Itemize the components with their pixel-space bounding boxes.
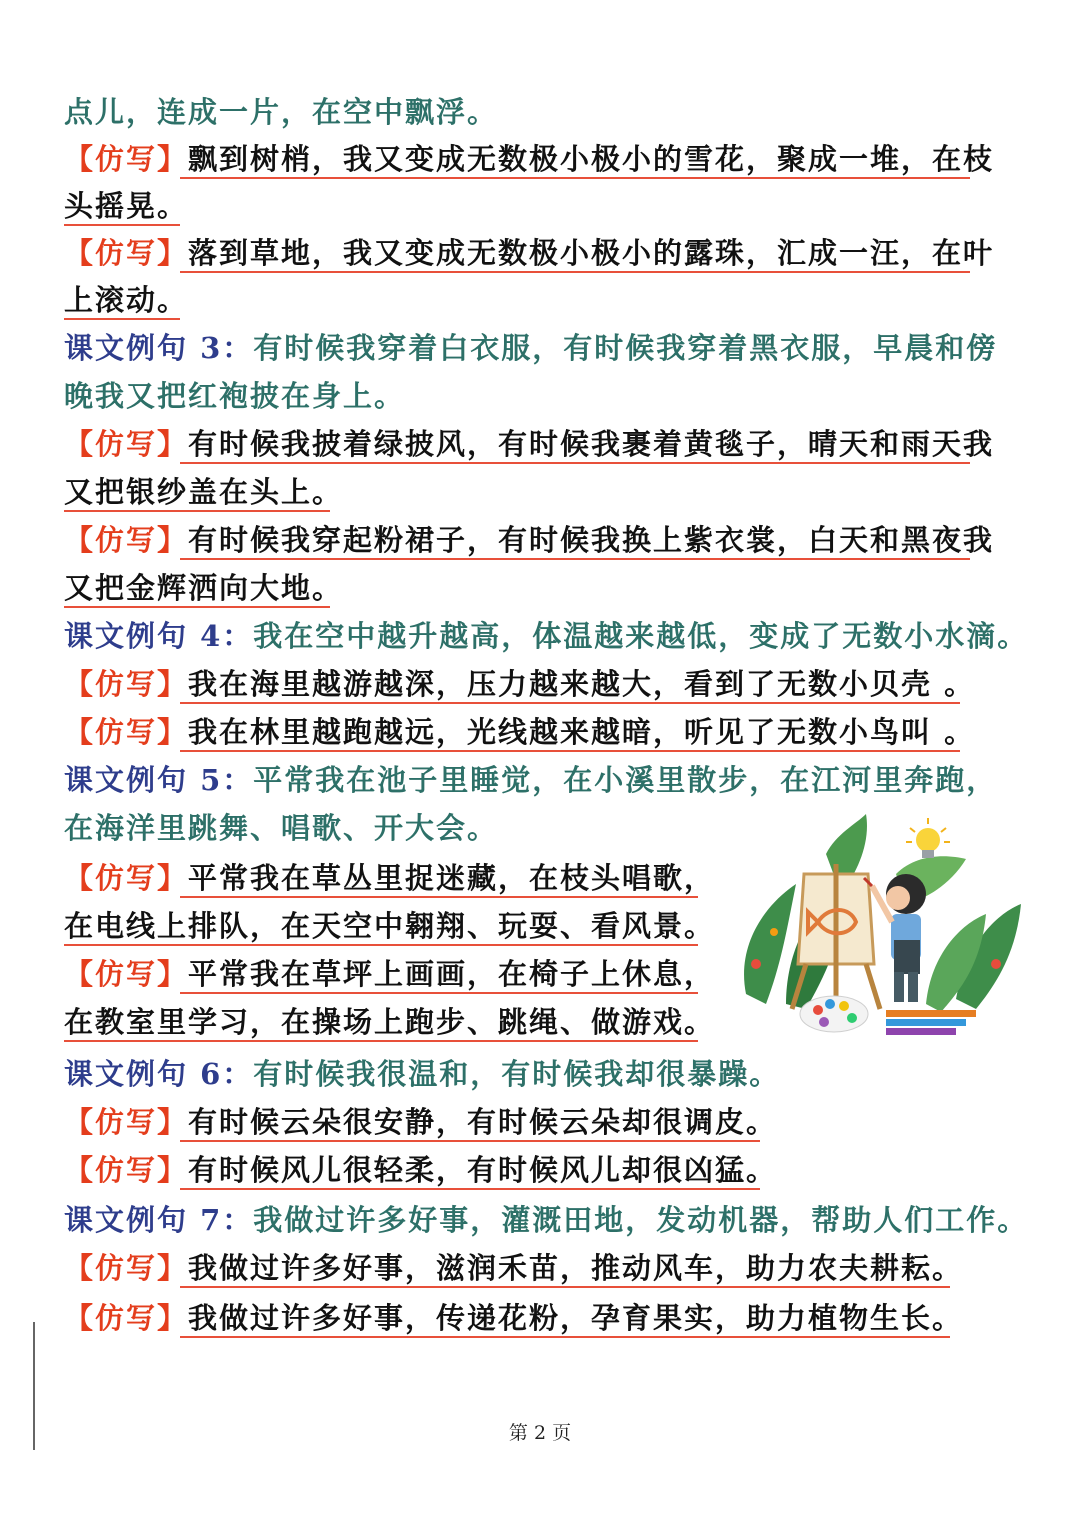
underline (180, 702, 960, 704)
fangxie-label: 【仿写】 (64, 236, 189, 270)
fangxie-label: 【仿写】 (64, 523, 189, 557)
underline (180, 1336, 950, 1338)
imitation-line: 又把金辉洒向大地。 (64, 571, 344, 605)
imitation-line: 上滚动。 (64, 283, 189, 317)
example-label: 课文例句 4： (64, 619, 254, 653)
imitation-line: 【仿写】有时候我穿起粉裙子，有时候我换上紫衣裳，白天和黑夜我 (64, 523, 995, 557)
imitation-line: 【仿写】有时候云朵很安静，有时候云朵却很调皮。 (64, 1105, 778, 1139)
underline (180, 1188, 760, 1190)
underline (180, 1286, 950, 1288)
fangxie-label: 【仿写】 (64, 1251, 189, 1285)
painting-child-illustration (726, 814, 1026, 1044)
imitation-line: 又把银纱盖在头上。 (64, 475, 344, 509)
example-line: 课文例句 3：有时候我穿着白衣服，有时候我穿着黑衣服，早晨和傍 (64, 331, 998, 365)
underline (64, 318, 180, 320)
imitation-line: 【仿写】有时候风儿很轻柔，有时候风儿却很凶猛。 (64, 1153, 778, 1187)
fangxie-label: 【仿写】 (64, 715, 189, 749)
fangxie-label: 【仿写】 (64, 1153, 189, 1187)
underline (64, 606, 330, 608)
underline (180, 992, 698, 994)
example-label: 课文例句 6： (64, 1057, 254, 1091)
fangxie-label: 【仿写】 (64, 427, 189, 461)
imitation-line: 【仿写】我在林里越跑越远，光线越来越暗，听见了无数小鸟叫 。 (64, 715, 976, 749)
underline (180, 271, 970, 273)
underline (180, 462, 970, 464)
imitation-line: 头摇晃。 (64, 189, 189, 223)
example-line: 课文例句 5：平常我在池子里睡觉，在小溪里散步，在江河里奔跑， (64, 763, 998, 797)
example-line: 晚我又把红袍披在身上。 (64, 379, 406, 413)
imitation-line: 在教室里学习，在操场上跑步、跳绳、做游戏。 (64, 1005, 716, 1039)
underline (64, 944, 698, 946)
example-line: 课文例句 4：我在空中越升越高，体温越来越低，变成了无数小水滴。 (64, 619, 1029, 653)
imitation-line: 【仿写】我在海里越游越深，压力越来越大，看到了无数小贝壳 。 (64, 667, 976, 701)
fangxie-label: 【仿写】 (64, 1105, 189, 1139)
imitation-line: 在电线上排队，在天空中翱翔、玩耍、看风景。 (64, 909, 716, 943)
underline (64, 224, 180, 226)
imitation-line: 【仿写】我做过许多好事，传递花粉，孕育果实，助力植物生长。 (64, 1301, 964, 1335)
text-line: 点儿，连成一片，在空中飘浮。 (64, 95, 499, 129)
example-label: 课文例句 3： (64, 331, 254, 365)
imitation-line: 【仿写】飘到树梢，我又变成无数极小极小的雪花，聚成一堆，在枝 (64, 142, 995, 176)
imitation-line: 【仿写】平常我在草丛里捉迷藏，在枝头唱歌， (64, 861, 716, 895)
underline (180, 750, 960, 752)
example-line: 在海洋里跳舞、唱歌、开大会。 (64, 811, 499, 845)
example-label: 课文例句 5： (64, 763, 254, 797)
fangxie-label: 【仿写】 (64, 1301, 189, 1335)
fangxie-label: 【仿写】 (64, 142, 189, 176)
imitation-line: 【仿写】落到草地，我又变成无数极小极小的露珠，汇成一汪，在叶 (64, 236, 995, 270)
underline (180, 177, 970, 179)
imitation-line: 【仿写】有时候我披着绿披风，有时候我裹着黄毯子，晴天和雨天我 (64, 427, 995, 461)
underline (64, 1040, 698, 1042)
underline (180, 558, 970, 560)
example-label: 课文例句 7： (64, 1203, 254, 1237)
imitation-line: 【仿写】我做过许多好事，滋润禾苗，推动风车，助力农夫耕耘。 (64, 1251, 964, 1285)
example-line: 课文例句 6：有时候我很温和，有时候我却很暴躁。 (64, 1057, 781, 1091)
fangxie-label: 【仿写】 (64, 667, 189, 701)
page-number: 第 2 页 (508, 1422, 572, 1444)
fangxie-label: 【仿写】 (64, 957, 189, 991)
underline (64, 510, 330, 512)
underline (180, 896, 698, 898)
example-line: 课文例句 7：我做过许多好事，灌溉田地，发动机器，帮助人们工作。 (64, 1203, 1029, 1237)
imitation-line: 【仿写】平常我在草坪上画画，在椅子上休息， (64, 957, 716, 991)
underline (180, 1140, 760, 1142)
fangxie-label: 【仿写】 (64, 861, 189, 895)
